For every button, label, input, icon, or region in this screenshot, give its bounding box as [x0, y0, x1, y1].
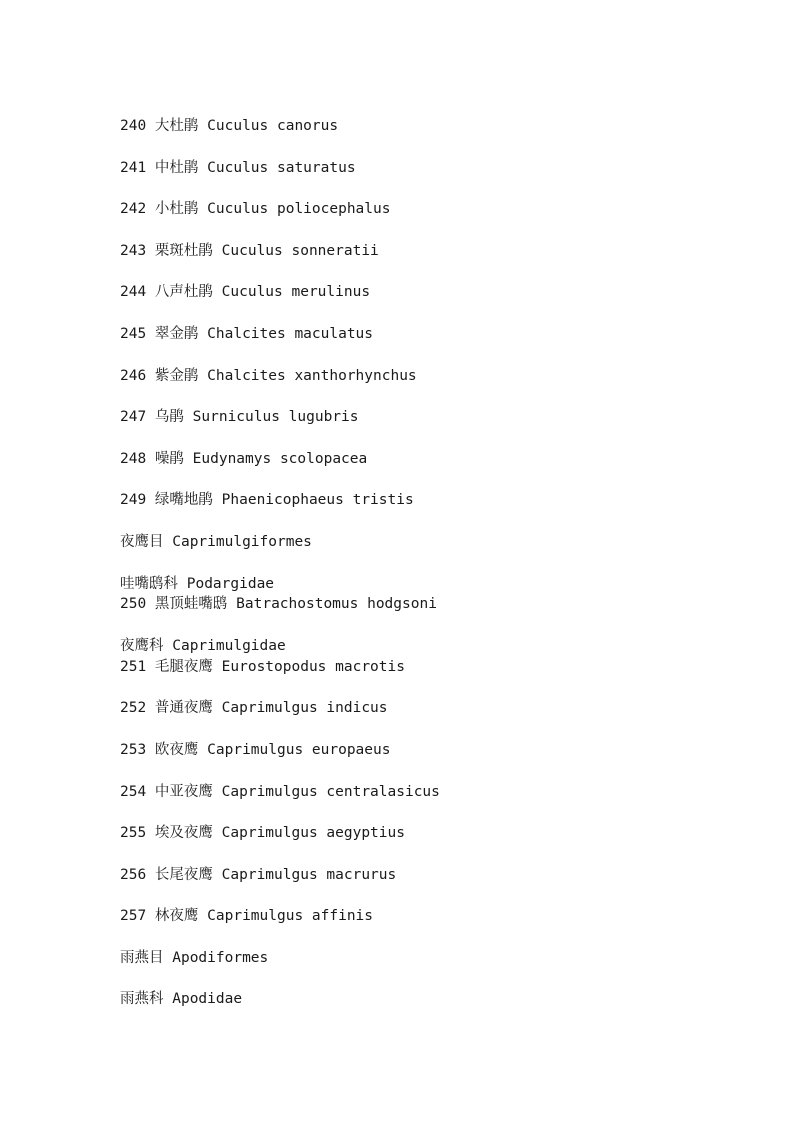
species-entry-255: 255 埃及夜鹰 Caprimulgus aegyptius — [120, 825, 405, 842]
document-page — [120, 116, 760, 1010]
family-heading-caprimulgidae: 夜鹰科 Caprimulgidae — [120, 637, 286, 654]
species-entry-254: 254 中亚夜鹰 Caprimulgus centralasicus — [120, 783, 440, 800]
species-entry-246: 246 紫金鹃 Chalcites xanthorhynchus — [120, 367, 417, 384]
order-heading-apodiformes: 雨燕目 Apodiformes — [120, 949, 269, 966]
species-entry-245: 245 翠金鹃 Chalcites maculatus — [120, 325, 374, 342]
species-entry-241: 241 中杜鹃 Cuculus saturatus — [120, 159, 356, 176]
species-entry-250: 250 黑顶蛙嘴鸱 Batrachostomus hodgsoni — [120, 596, 437, 613]
species-entry-240: 240 大杜鹃 Cuculus canorus — [120, 118, 339, 134]
species-entry-257: 257 林夜鹰 Caprimulgus affinis — [120, 908, 374, 925]
species-entry-256: 256 长尾夜鹰 Caprimulgus macrurus — [120, 866, 397, 883]
species-entry-251: 251 毛腿夜鹰 Eurostopodus macrotis — [120, 658, 405, 675]
species-entry-252: 252 普通夜鹰 Caprimulgus indicus — [120, 700, 388, 717]
family-heading-podargidae: 哇嘴鸱科 Podargidae — [120, 575, 275, 592]
species-entry-242: 242 小杜鹃 Cuculus poliocephalus — [120, 201, 391, 218]
species-entry-249: 249 绿嘴地鹃 Phaenicophaeus tristis — [120, 492, 414, 509]
family-heading-apodidae: 雨燕科 Apodidae — [120, 991, 243, 1008]
order-heading-caprimulgiformes: 夜鹰目 Caprimulgiformes — [120, 533, 312, 550]
species-entry-243: 243 栗斑杜鹃 Cuculus sonneratii — [120, 242, 379, 259]
species-entry-247: 247 乌鹃 Surniculus lugubris — [120, 409, 359, 426]
species-entry-244: 244 八声杜鹃 Cuculus merulinus — [120, 284, 371, 301]
species-entry-253: 253 欧夜鹰 Caprimulgus europaeus — [120, 741, 391, 758]
species-entry-248: 248 噪鹃 Eudynamys scolopacea — [120, 450, 368, 467]
